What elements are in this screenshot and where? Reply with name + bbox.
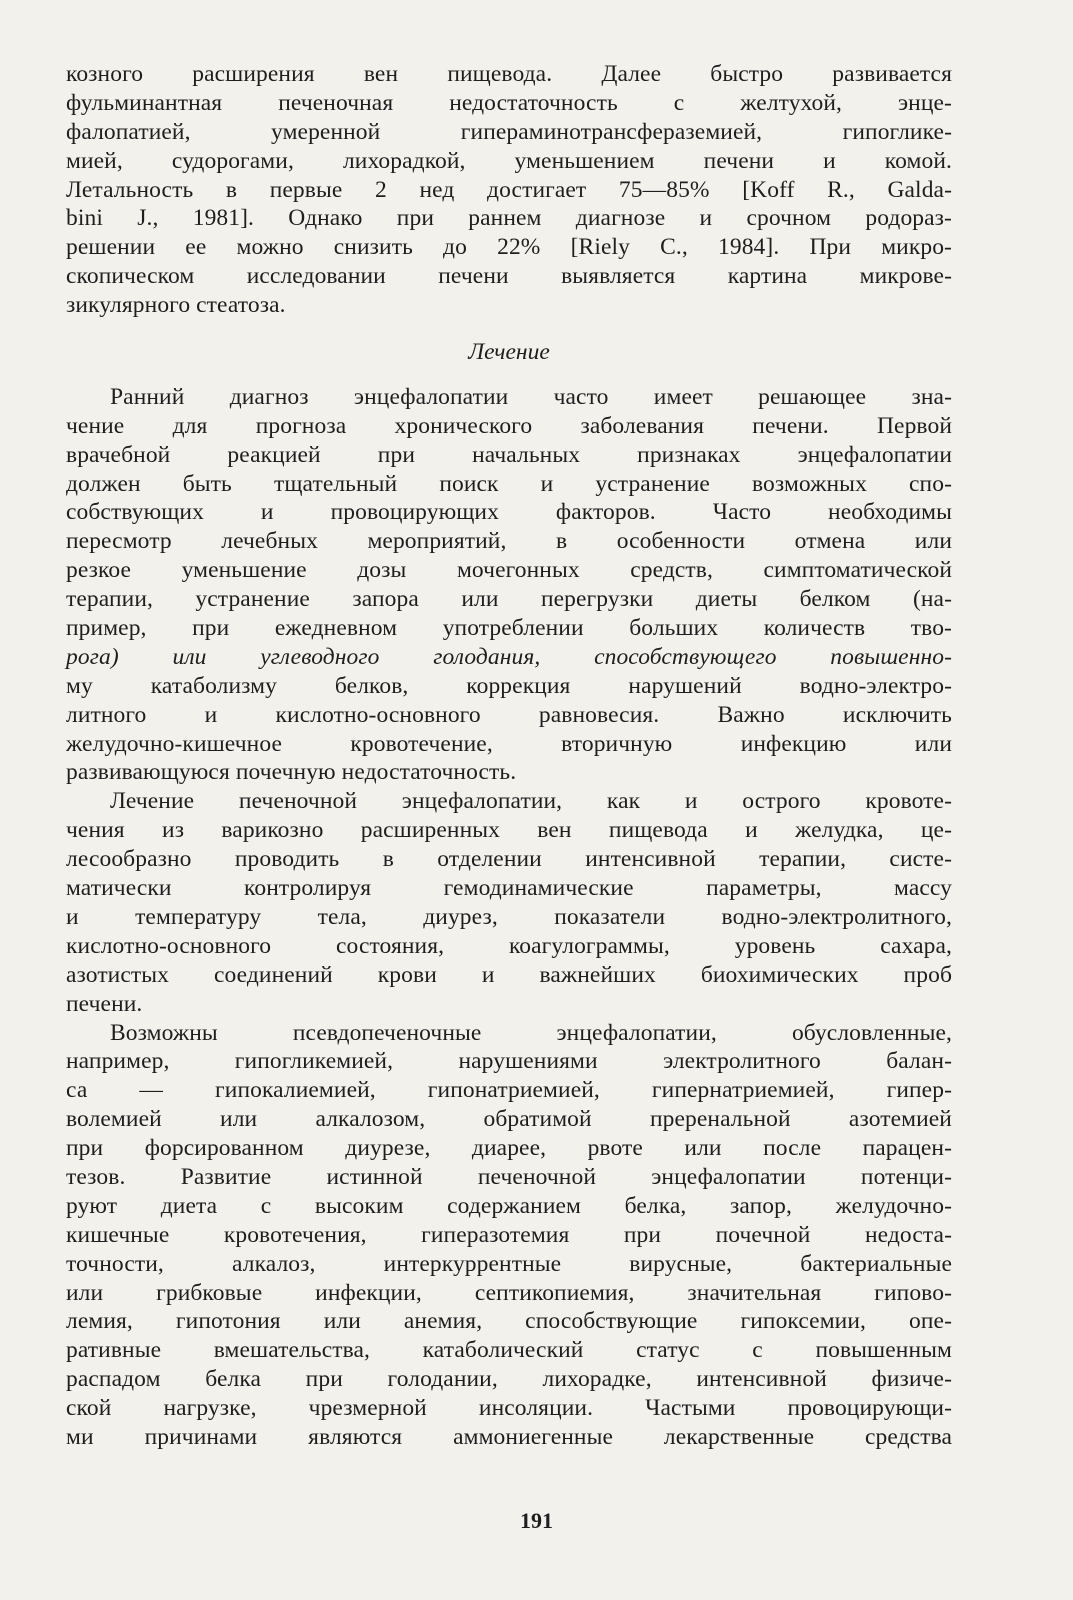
text-line: пример, при ежедневном употреблении больших количеств тво-	[66, 615, 952, 642]
text-line: печени.	[66, 990, 143, 1017]
text-line: терапии, устранение запора или перегрузки диеты белком (на-	[66, 586, 952, 613]
page-number: 191	[520, 1508, 553, 1533]
text-line: литного и кислотно-основного равновесия. Важно исключить	[66, 701, 952, 728]
text-line: тезов. Развитие истинной печеночной энцефалопатии потенци-	[66, 1163, 952, 1190]
text-line: желудочно-кишечное кровотечение, вторичную инфекцию или	[66, 730, 952, 757]
text-line: пересмотр лечебных мероприятий, в особенности отмена или	[66, 528, 952, 555]
text-line: распадом белка при голодании, лихорадке, интенсивной физиче-	[66, 1366, 952, 1393]
text-line: кишечные кровотечения, гиперазотемия при почечной недоста-	[66, 1221, 952, 1248]
text-line: мией, судорогами, лихорадкой, уменьшением печени и комой.	[66, 147, 952, 174]
text-line: ской нагрузке, чрезмерной инсоляции. Частыми провоцирующи-	[66, 1395, 952, 1422]
text-line: му катаболизму белков, коррекция нарушений водно-электро-	[66, 672, 952, 699]
page-text	[66, 60, 952, 1452]
text-line: Ранний диагноз энцефалопатии часто имеет решающее зна-	[110, 383, 952, 410]
text-line: Летальность в первые 2 нед достигает 75—85% [Koff R., Galda-	[66, 176, 952, 203]
text-line: резкое уменьшение дозы мочегонных средств, симптоматической	[66, 557, 952, 584]
text-line: врачебной реакцией при начальных признаках энцефалопатии	[66, 441, 952, 468]
text-line: фалопатией, умеренной гипераминотрансфераземией, гипоглике-	[66, 118, 952, 145]
text-line: зикулярного стеатоза.	[66, 292, 286, 319]
text-line: должен быть тщательный поиск и устранение возможных спо-	[66, 470, 952, 497]
text-line: фульминантная печеночная недостаточность с желтухой, энце-	[66, 89, 952, 116]
paragraph-1	[66, 383, 952, 787]
text-line: и температуру тела, диурез, показатели водно-электролитного,	[66, 903, 952, 930]
text-line: лемия, гипотония или анемия, способствующие гипоксемии, опе-	[66, 1308, 952, 1335]
text-line: решении ее можно снизить до 22% [Riely C., 1984]. При микро-	[66, 234, 952, 261]
text-line: при форсированном диурезе, диарее, рвоте или после парацен-	[66, 1135, 952, 1162]
paragraph-2	[66, 787, 952, 1018]
text-line: bini J., 1981]. Однако при раннем диагнозе и срочном родораз-	[66, 205, 952, 232]
text-line: матически контролируя гемодинамические параметры, массу	[66, 875, 952, 902]
text-line: ми причинами являются аммониегенные лекарственные средства	[66, 1423, 952, 1450]
text-line: лесообразно проводить в отделении интенсивной терапии, систе-	[66, 846, 952, 873]
paragraph-3	[66, 1019, 952, 1452]
text-line: например, гипогликемией, нарушениями электролитного балан-	[66, 1048, 952, 1075]
text-line: развивающуюся почечную недостаточность.	[66, 759, 517, 786]
text-line: волемией или алкалозом, обратимой преренальной азотемией	[66, 1106, 952, 1133]
text-line: рога) или углеводного голодания, способствующего повышенно-	[66, 643, 952, 670]
text-line: ративные вмешательства, катаболический статус с повышенным	[66, 1337, 952, 1364]
text-line: или грибковые инфекции, септикопиемия, значительная гипово-	[66, 1279, 952, 1306]
paragraph-intro	[66, 60, 952, 320]
text-line: Возможны псевдопеченочные энцефалопатии, обусловленные,	[110, 1019, 952, 1046]
text-line: собствующих и провоцирующих факторов. Часто необходимы	[66, 499, 952, 526]
text-line: са — гипокалиемией, гипонатриемией, гипернатриемией, гипер-	[66, 1077, 952, 1104]
text-line: кислотно-основного состояния, коагулограммы, уровень сахара,	[66, 932, 952, 959]
text-line: азотистых соединений крови и важнейших биохимических проб	[66, 961, 952, 988]
section-heading: Лечение	[468, 339, 550, 366]
text-line: точности, алкалоз, интеркуррентные вирусные, бактериальные	[66, 1250, 952, 1277]
text-line: чение для прогноза хронического заболевания печени. Первой	[66, 412, 952, 439]
text-line: скопическом исследовании печени выявляется картина микрове-	[66, 263, 952, 290]
text-line: руют диета с высоким содержанием белка, запор, желудочно-	[66, 1192, 952, 1219]
text-line: Лечение печеночной энцефалопатии, как и острого кровоте-	[110, 788, 952, 815]
text-line: козного расширения вен пищевода. Далее быстро развивается	[66, 61, 952, 87]
text-line: чения из варикозно расширенных вен пищевода и желудка, це-	[66, 817, 952, 844]
